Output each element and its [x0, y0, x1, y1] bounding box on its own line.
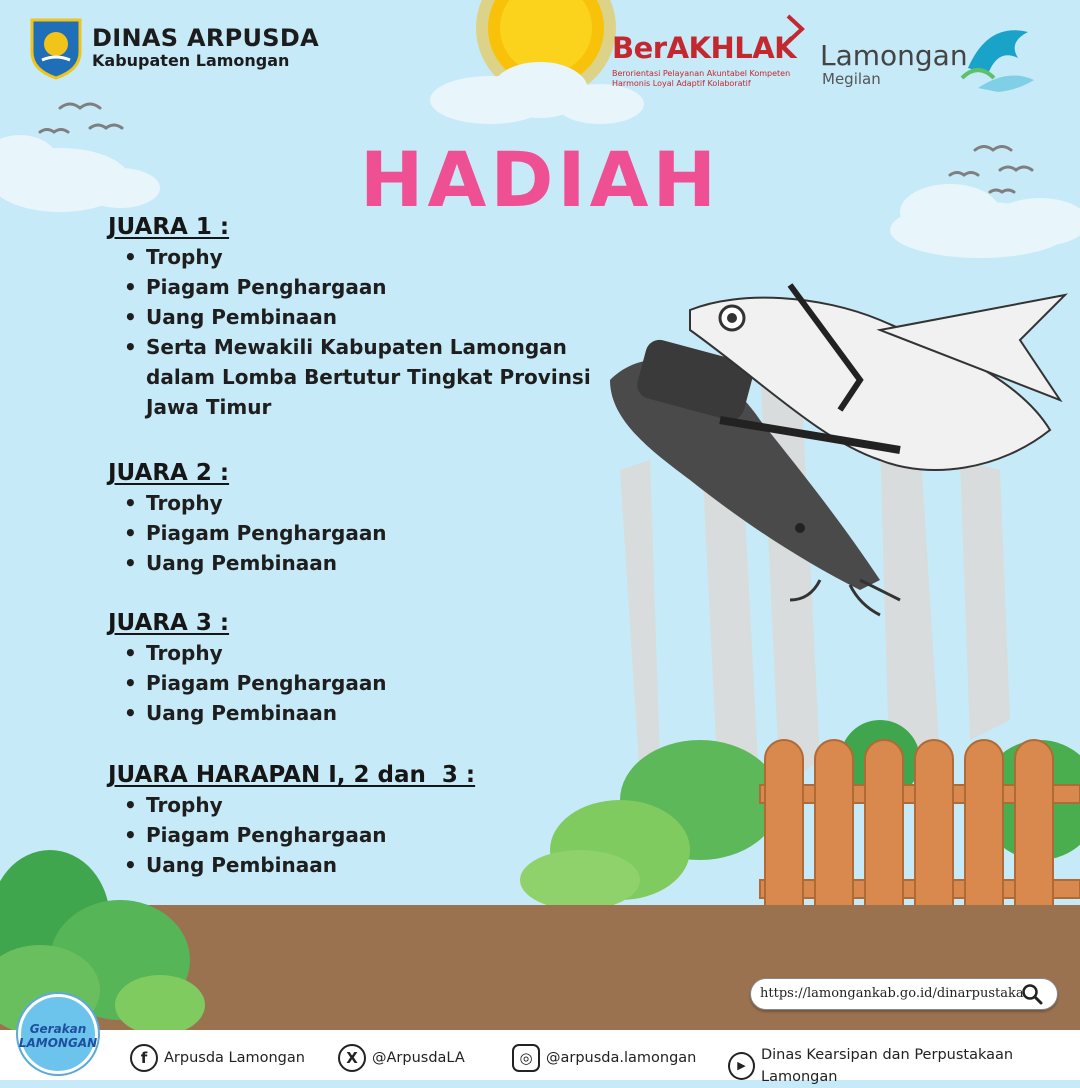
facebook-icon: f: [130, 1044, 158, 1072]
badge-text: Gerakan LAMONGAN: [18, 1022, 98, 1050]
prize-item: • Piagam Penghargaan: [146, 518, 387, 548]
footer-youtube[interactable]: [728, 1044, 1080, 1088]
page-title: HADIAH: [359, 135, 721, 224]
prize-group-juara-1: [108, 212, 608, 422]
prize-item: • Piagam Penghargaan: [146, 668, 387, 698]
org-name: DINAS ARPUSDA: [92, 24, 319, 52]
lamongan-seal-logo: [28, 14, 84, 80]
prize-item: • Piagam Penghargaan: [146, 272, 608, 302]
prize-item: • Trophy: [146, 488, 387, 518]
org-subtitle: Kabupaten Lamongan: [92, 51, 290, 70]
prize-item: • Trophy: [146, 790, 475, 820]
x-handle: @ArpusdaLA: [372, 1050, 465, 1066]
footer-x[interactable]: [338, 1044, 465, 1072]
instagram-icon: ◎: [512, 1044, 540, 1072]
prize-list: [108, 488, 387, 578]
lamongan-megilan-subtitle: Megilan: [822, 70, 881, 88]
berakhlak-tagline: Berorientasi Pelayanan Akuntabel Kompeten Harmonis Loyal Adaptif Kolaboratif: [612, 69, 791, 88]
prize-group-juara-2: [108, 458, 387, 578]
prize-list: [108, 638, 387, 728]
prize-list: [108, 242, 608, 422]
prize-item: • Serta Mewakili Kabupaten Lamongan dalam Lomba Bertutur Tingkat Provinsi Jawa Timur: [146, 332, 601, 422]
berakhlak-logo-text: BerAKHLAK: [612, 31, 797, 65]
youtube-icon: ▶: [728, 1052, 755, 1080]
prize-item: • Uang Pembinaan: [146, 302, 608, 332]
prize-item: • Trophy: [146, 242, 608, 272]
prize-item: • Uang Pembinaan: [146, 548, 387, 578]
instagram-handle: @arpusda.lamongan: [546, 1050, 697, 1066]
prize-item: • Piagam Penghargaan: [146, 820, 475, 850]
x-icon: X: [338, 1044, 366, 1072]
prize-group-juara-harapan: [108, 760, 475, 880]
dolphin-wave-logo: [958, 18, 1038, 94]
prize-item: • Trophy: [146, 638, 387, 668]
prize-heading: JUARA 1 :: [108, 214, 230, 240]
prize-item: • Uang Pembinaan: [146, 698, 387, 728]
prize-list: [108, 790, 475, 880]
facebook-handle: Arpusda Lamongan: [164, 1050, 305, 1066]
footer-facebook[interactable]: [130, 1044, 305, 1072]
search-icon[interactable]: [1020, 982, 1044, 1006]
prize-heading: JUARA HARAPAN I, 2 dan 3 :: [108, 762, 476, 788]
prize-item: • Uang Pembinaan: [146, 850, 475, 880]
lamongan-megilan-logo-text: Lamongan: [820, 39, 968, 72]
youtube-channel: Dinas Kearsipan dan Perpustakaan Lamongan: [760, 1047, 1014, 1085]
prize-heading: JUARA 2 :: [108, 460, 230, 486]
prize-group-juara-3: [108, 608, 387, 728]
prize-heading: JUARA 3 :: [108, 610, 230, 636]
url-text[interactable]: https://lamongankab.go.id/dinarpustaka: [760, 986, 1024, 1001]
footer-instagram[interactable]: [512, 1044, 696, 1072]
